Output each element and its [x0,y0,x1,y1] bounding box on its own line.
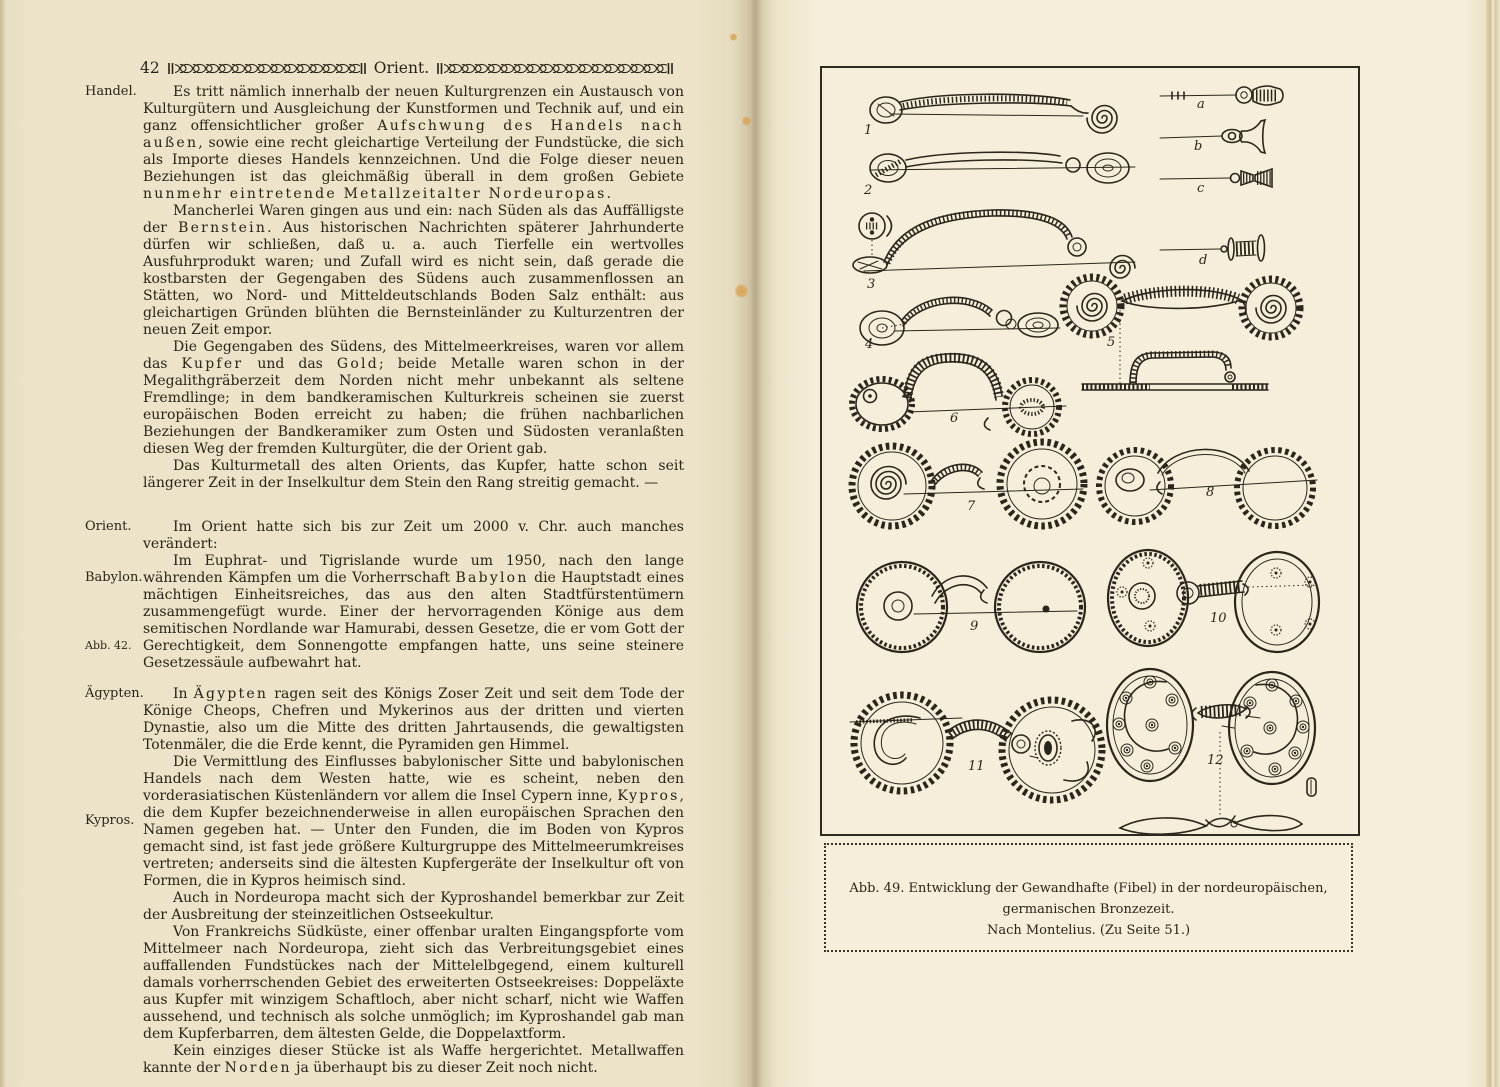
fibula-1-figure [870,94,1117,133]
fibula-4-figure [860,297,1060,345]
figure-label-d: d [1199,253,1208,268]
margin-note-abb42: Abb. 42. [85,639,132,652]
margin-note-orient: Orient. [85,519,132,534]
running-title: Orient. [373,59,430,77]
book-gutter-shadow [733,0,777,1087]
figure-label-4: 4 [865,337,874,352]
figure-label-3: 3 [867,277,876,292]
fibula-11-figure [850,695,1102,800]
figure-label-b: b [1194,139,1203,154]
ornament-chain-right-icon [436,62,674,75]
figure-label-1: 1 [864,123,873,138]
foxing-spot [742,116,751,126]
paragraph-orient: Orient. Im Orient hatte sich bis zur Zeit um 2000 v. Chr. auch manches verändert: [85,519,684,552]
margin-note-handel: Handel. [85,84,137,99]
figure-label-a: a [1197,97,1205,112]
figure-caption-box [824,843,1353,952]
fibula-5-figure [1063,277,1300,390]
figure-label-2: 2 [864,183,873,198]
body-text [85,84,685,1077]
paragraph-metallwaffen: Kein einziges dieser Stücke ist als Waffe hergerichtet. Metallwaffen kannte der Norden ja überhaupt bis zu dieser Zeit noch nicht. [143,1043,684,1076]
paragraph-handel: Handel. Es tritt nämlich innerhalb der neuen Kulturgrenzen ein Austausch von Kulturgütern und Ausgleichung der Kunstformen und Technik auf, und ein ganz offensichtlicher großer Aufschwung des Handels nach außen, sowie eine recht gleichartige Verteilung der Fundstücke, die sich als Importe dieses Handels kennzeichnen. Und die Folge dieser neuen Beziehungen ist das gleichmäßig überall in dem großen Gebiete nunmehr eintretende Metallzeitalter Nordeuropas. [85,84,684,202]
paragraph-aegypten: Ägypten. In Ägypten ragen seit des Königs Zoser Zeit und seit dem Tode der Könige Cheops, Chefren und Mykerinos aus der dritten und vierten Dynastie, also um die Mitte des dritten Jahrtausends, die gewaltigsten Totenmäler, die die Erde kennt, die Pyramiden gen Himmel. [85,686,684,753]
figure-label-7: 7 [967,499,976,514]
foxing-spot [730,33,737,41]
figure-label-5: 5 [1107,335,1116,350]
paragraph-kypros: Kypros. Die Vermittlung des Einflusses babylonischer Sitte und babylonischen Handels nach dem Westen hatte, wie es scheint, neben den vorderasiatischen Küstenländern vor allem die Insel Cypern inne, Kypros, die dem Kupfer bezeichnenderweise in allen europäischen Sprachen den Namen gegeben hat. — Unter den Funden, die im Boden von Kypros gemacht sind, ist fast jede größere Kulturgruppe des Mittelmeerumkreises vertreten; anderseits sind die ältesten Kupfergeräte der Inselkultur oft von Formen, die in Kypros heimisch sind. [85,754,684,889]
figure-label-9: 9 [970,619,979,634]
paragraph-doppelaxt: Von Frankreichs Südküste, einer offenbar uralten Eingangspforte vom Mittelmeer nach Nordeuropa, zieht sich das Verbreitungsgebiet eines auffallenden Fundstückes nach der Mittelelbgegend, einem kulturell damals vorherrschenden Gebiet des erweiterten Ostseekreises: Doppeläxte aus Kupfer mit winzigem Schaftloch, aber nicht scharf, nicht wie Waffen aussehend, und technisch als solche unmöglich; im Kyproshandel gab man dem Kupferbarren, dem ältesten Gelde, die Doppelaxtform. [143,924,684,1042]
pin-c-figure [1160,169,1272,187]
paragraph-nordeuropa: Auch in Nordeuropa macht sich der Kyproshandel bemerkbar zur Zeit der Ausbreitung der steinzeitlichen Ostseekultur. [143,890,684,923]
page-header [140,58,685,78]
fibula-12-figure [1107,669,1316,834]
figure-label-c: c [1197,181,1205,196]
figure-label-12: 12 [1207,753,1224,768]
fibula-10-figure [1108,550,1319,652]
paragraph-kupfer-gold: Die Gegengaben des Südens, des Mittelmeerkreises, waren vor allem das Kupfer und das Gold; beide Metalle waren schon in der Megalithgräberzeit dem Norden nicht mehr unbekannt als seltene Fremdlinge; in dem bandkeramischen Kulturkreis scheinen sie zuerst europäischen Boden erreicht zu haben; die frühen nachbarlichen Beziehungen der Bandkeramiker zum Osten und Südosten veranlaßten diesen Weg der fremden Kulturgüter, die der Orient gab. [143,339,684,457]
fibula-3-figure [853,210,1135,278]
fibula-6-figure [852,354,1066,434]
ornament-chain-left-icon [167,62,367,75]
fibula-9-figure [857,562,1085,652]
foxing-spot [735,284,748,298]
pin-b-figure [1160,120,1265,153]
paragraph-kulturmetall: Das Kulturmetall des alten Orients, das Kupfer, hatte schon seit längerer Zeit in der Inselkultur dem Stein den Rang streitig gemacht. — [143,458,684,491]
page-number: 42 [140,59,160,77]
margin-note-kypros: Kypros. [85,813,135,828]
margin-note-aegypten: Ägypten. [85,686,144,701]
figure-label-10: 10 [1210,611,1227,626]
figure-label-6: 6 [950,411,959,426]
figure-caption-line-2: Nach Montelius. (Zu Seite 51.) [986,923,1191,938]
paragraph-babylon: Babylon. Abb. 42. Im Euphrat- und Tigrislande wurde um 1950, nach den lange währenden Kämpfen um die Vorherrschaft Babylon die Hauptstadt eines mächtigen Einheitsreiches, das aus den alten Stadtfürstentümern zusammengefügt wurde. Einer der hervorragenden Könige aus dem semitischen Nordlande war Hamurabi, dessen Gesetze, die er vom Gott der Gerechtigkeit, dem Sonnengotte empfangen hatte, uns seine steinere Gesetzessäule aufbewahrt hat. [85,553,684,671]
figure-plate [820,66,1360,836]
pin-d-figure [1160,235,1265,261]
fibula-plate-drawing [820,66,1360,836]
page-edge-stack [1486,0,1500,1087]
fibula-2-figure [870,152,1135,183]
paragraph-bernstein: Mancherlei Waren gingen aus und ein: nach Süden als das Auffälligste der Bernstein. Aus historischen Nachrichten späterer Jahrhunderte dürfen wir schließen, daß u. a. auch Tierfelle ein wertvolles Ausfuhrprodukt waren; und Zufall wird es nicht sein, daß gerade die kostbarsten der Gegengaben des Südens auch zusammenflossen an Stätten, wo Nord- und Mitteldeutschlands Boden Salz enthält: aus gleichartigen Gründen blühten die Bernsteinländer zu Kulturzentren der neuen Zeit empor. [143,203,685,338]
pin-a-figure [1160,86,1283,105]
figure-label-11: 11 [968,759,985,774]
figure-label-8: 8 [1206,485,1215,500]
margin-note-babylon: Babylon. [85,570,143,585]
figure-caption-line-1: Abb. 49. Entwicklung der Gewandhafte (Fibel) in der nordeuropäischen, germanischen Bronzezeit. [849,881,1328,917]
